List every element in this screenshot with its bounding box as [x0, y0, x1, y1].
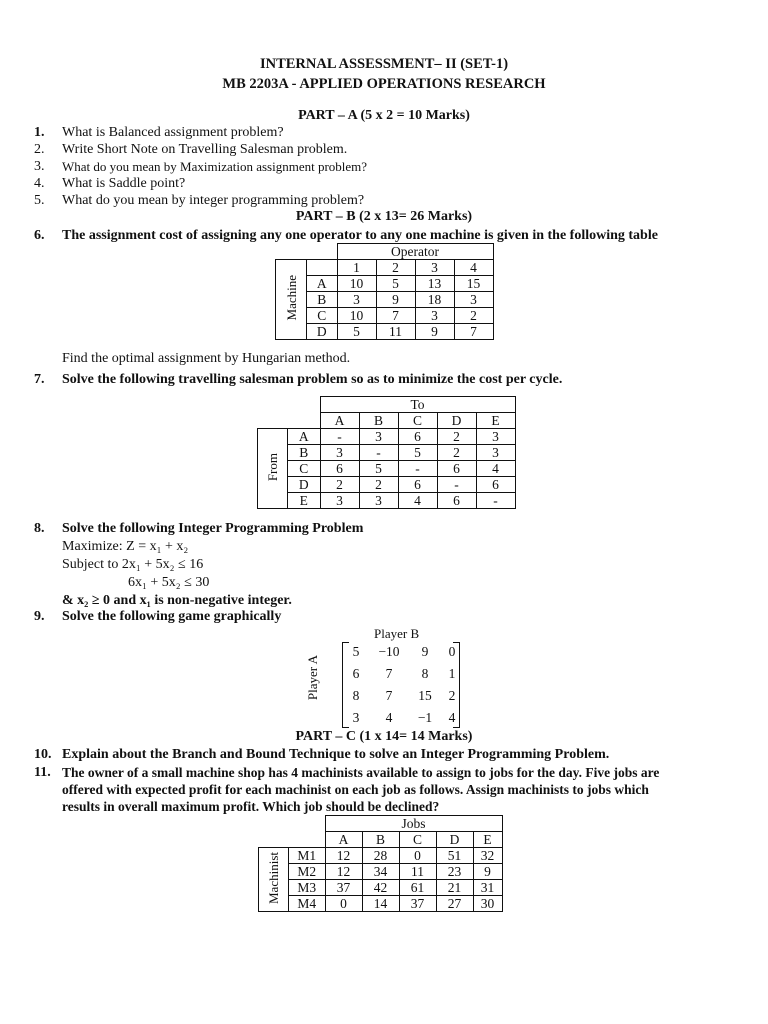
- table-row: [259, 848, 503, 864]
- row-title-cell: [276, 260, 307, 340]
- exam-title: INTERNAL ASSESSMENT– II (SET-1): [259, 56, 509, 72]
- table-row: [259, 864, 503, 880]
- col-header: 2: [376, 260, 415, 276]
- machinist-profit-table: [258, 815, 503, 912]
- matrix-cell: −10: [378, 644, 400, 659]
- matrix-cell: 4: [385, 710, 393, 725]
- table-row: [276, 292, 494, 308]
- row-title: Machinist: [266, 852, 281, 904]
- matrix-cell: 7: [385, 666, 393, 681]
- cell: 3: [320, 445, 359, 461]
- question-text: What is Saddle point?: [62, 176, 186, 191]
- matrix-cell: 0: [448, 644, 456, 659]
- col-header: A: [325, 832, 362, 848]
- cell: 18: [415, 292, 454, 308]
- cell: 9: [415, 324, 454, 340]
- cell: 14: [362, 896, 399, 912]
- cell: 34: [362, 864, 399, 880]
- matrix-row: [343, 685, 463, 707]
- cell: 30: [473, 896, 502, 912]
- matrix-cell: 6: [352, 666, 360, 681]
- matrix-cell: 1: [448, 666, 456, 681]
- cell: 7: [454, 324, 493, 340]
- cell: 27: [436, 896, 473, 912]
- col-header: 4: [454, 260, 493, 276]
- question-text-line-1: The owner of a small machine shop has 4 machinists available to assign to jobs for the day. Five jobs are: [62, 765, 660, 780]
- cell: 37: [399, 896, 436, 912]
- row-label: C: [288, 461, 321, 477]
- payoff-matrix: [343, 641, 463, 729]
- cell: 32: [473, 848, 502, 864]
- cell: 6: [398, 429, 437, 445]
- cell: 13: [415, 276, 454, 292]
- col-header: E: [476, 413, 515, 429]
- cell: 21: [436, 880, 473, 896]
- col-title: Jobs: [325, 816, 502, 832]
- question-number: 10.: [34, 747, 52, 762]
- cell: 37: [325, 880, 362, 896]
- cell: 5: [337, 324, 376, 340]
- cell: 28: [362, 848, 399, 864]
- cell: 42: [362, 880, 399, 896]
- matrix-cell: 7: [385, 688, 393, 703]
- question-number: 7.: [34, 372, 45, 387]
- matrix-cell: 9: [421, 644, 429, 659]
- cell: 11: [376, 324, 415, 340]
- cell: 6: [320, 461, 359, 477]
- matrix-cell: 4: [448, 710, 456, 725]
- table-row: [276, 324, 494, 340]
- cell: 9: [473, 864, 502, 880]
- cell: 6: [437, 461, 476, 477]
- matrix-cell: 15: [418, 688, 432, 703]
- cell: 11: [399, 864, 436, 880]
- cell: 6: [398, 477, 437, 493]
- question-text: Write Short Note on Travelling Salesman problem.: [62, 142, 348, 157]
- course-title: MB 2203A - APPLIED OPERATIONS RESEARCH: [222, 76, 546, 92]
- question-text: What do you mean by integer programming problem?: [62, 193, 365, 208]
- matrix-cell: 8: [421, 666, 429, 681]
- ipp-constraint-1: Subject to 2x₁ + 5x₂ ≤ 16: [62, 557, 204, 572]
- col-header: C: [399, 832, 436, 848]
- matrix-row: [343, 641, 463, 663]
- row-label: A: [288, 429, 321, 445]
- table-row: [258, 461, 516, 477]
- col-header: 1: [337, 260, 376, 276]
- cell: 5: [359, 461, 398, 477]
- cell: 3: [476, 445, 515, 461]
- travelling-salesman-table: [257, 396, 516, 509]
- cell: 6: [476, 477, 515, 493]
- row-label: B: [288, 445, 321, 461]
- question-text: The assignment cost of assigning any one operator to any one machine is given in the following table: [62, 228, 658, 243]
- col-header: E: [473, 832, 502, 848]
- row-title-cell: [258, 429, 288, 509]
- question-number: 8.: [34, 521, 45, 536]
- cell: -: [359, 445, 398, 461]
- question-text: Solve the following travelling salesman problem so as to minimize the cost per cycle.: [62, 372, 563, 387]
- ipp-constraint-2: 6x₁ + 5x₂ ≤ 30: [128, 575, 210, 590]
- col-header: 3: [415, 260, 454, 276]
- cell: 31: [473, 880, 502, 896]
- cell: 5: [376, 276, 415, 292]
- cell: 0: [399, 848, 436, 864]
- col-title: To: [320, 397, 515, 413]
- matrix-cell: 3: [352, 710, 360, 725]
- cell: 2: [437, 445, 476, 461]
- cell: 3: [337, 292, 376, 308]
- ipp-objective: Maximize: Z = x₁ + x₂: [62, 539, 189, 554]
- col-header: B: [362, 832, 399, 848]
- cell: 15: [454, 276, 493, 292]
- table-row: [258, 445, 516, 461]
- question-number: 1.: [34, 125, 45, 140]
- matrix-cell: 8: [352, 688, 360, 703]
- question-number: 4.: [34, 176, 45, 191]
- cell: 12: [325, 864, 362, 880]
- cell: 12: [325, 848, 362, 864]
- matrix-cell: 2: [448, 688, 456, 703]
- row-label: E: [288, 493, 321, 509]
- matrix-cell: 5: [352, 644, 360, 659]
- col-header: B: [359, 413, 398, 429]
- row-title: From: [265, 452, 280, 482]
- col-title: Operator: [337, 244, 493, 260]
- question-6-instruction: Find the optimal assignment by Hungarian method.: [62, 351, 351, 366]
- row-label: C: [307, 308, 338, 324]
- table-row: [258, 429, 516, 445]
- cell: 9: [376, 292, 415, 308]
- cell: 3: [415, 308, 454, 324]
- ipp-condition: & x₂ ≥ 0 and x₁ is non-negative integer.: [62, 593, 292, 608]
- question-text: What is Balanced assignment problem?: [62, 125, 284, 140]
- row-label: M3: [289, 880, 326, 896]
- question-number: 6.: [34, 228, 45, 243]
- cell: 3: [359, 429, 398, 445]
- cell: -: [398, 461, 437, 477]
- row-title: Machine: [283, 275, 299, 321]
- part-b-heading: PART – B (2 x 13= 26 Marks): [295, 209, 473, 224]
- question-11-line-3: results in overall maximum profit. Which job should be declined?: [62, 799, 440, 814]
- question-number: 3.: [34, 159, 45, 174]
- cell: 4: [476, 461, 515, 477]
- assignment-cost-table: [275, 243, 494, 340]
- cell: -: [437, 477, 476, 493]
- question-number: 2.: [34, 142, 45, 157]
- row-label: D: [288, 477, 321, 493]
- cell: 2: [359, 477, 398, 493]
- matrix-row: [343, 663, 463, 685]
- table-row: [276, 308, 494, 324]
- cell: 51: [436, 848, 473, 864]
- question-number: 5.: [34, 193, 45, 208]
- cell: 23: [436, 864, 473, 880]
- part-c-heading: PART – C (1 x 14= 14 Marks): [295, 729, 473, 744]
- col-header: A: [320, 413, 359, 429]
- cell: 7: [376, 308, 415, 324]
- cell: 3: [359, 493, 398, 509]
- col-header: D: [436, 832, 473, 848]
- cell: 0: [325, 896, 362, 912]
- cell: 61: [399, 880, 436, 896]
- matrix-row: [343, 707, 463, 729]
- cell: 2: [454, 308, 493, 324]
- cell: 2: [437, 429, 476, 445]
- matrix-row-title: Player A: [305, 655, 320, 701]
- question-text: Explain about the Branch and Bound Technique to solve an Integer Programming Problem.: [62, 747, 610, 762]
- matrix-cell: −1: [417, 710, 433, 725]
- cell: 3: [476, 429, 515, 445]
- matrix-row-title-wrap: [305, 655, 325, 715]
- cell: 5: [398, 445, 437, 461]
- row-label: D: [307, 324, 338, 340]
- table-row: [276, 276, 494, 292]
- part-a-heading: PART – A (5 x 2 = 10 Marks): [298, 108, 470, 123]
- question-11-line-2: offered with expected profit for each machinist on each job as follows. Assign machinists to jobs which: [62, 782, 649, 797]
- cell: 6: [437, 493, 476, 509]
- col-header: D: [437, 413, 476, 429]
- question-text: What do you mean by Maximization assignment problem?: [62, 159, 368, 174]
- matrix-col-title: Player B: [374, 626, 420, 641]
- question-number: 11.: [34, 765, 51, 780]
- table-row: [259, 896, 503, 912]
- cell: 4: [398, 493, 437, 509]
- row-label: B: [307, 292, 338, 308]
- row-label: M2: [289, 864, 326, 880]
- cell: 10: [337, 276, 376, 292]
- cell: 3: [454, 292, 493, 308]
- cell: 2: [320, 477, 359, 493]
- cell: -: [320, 429, 359, 445]
- row-title-cell: [259, 848, 289, 912]
- table-row: [258, 493, 516, 509]
- question-text: Solve the following game graphically: [62, 609, 282, 624]
- row-label: M1: [289, 848, 326, 864]
- col-header: C: [398, 413, 437, 429]
- cell: 3: [320, 493, 359, 509]
- row-label: M4: [289, 896, 326, 912]
- question-text: Solve the following Integer Programming Problem: [62, 521, 364, 536]
- cell: 10: [337, 308, 376, 324]
- question-number: 9.: [34, 609, 45, 624]
- table-row: [259, 880, 503, 896]
- cell: -: [476, 493, 515, 509]
- table-row: [258, 477, 516, 493]
- row-label: A: [307, 276, 338, 292]
